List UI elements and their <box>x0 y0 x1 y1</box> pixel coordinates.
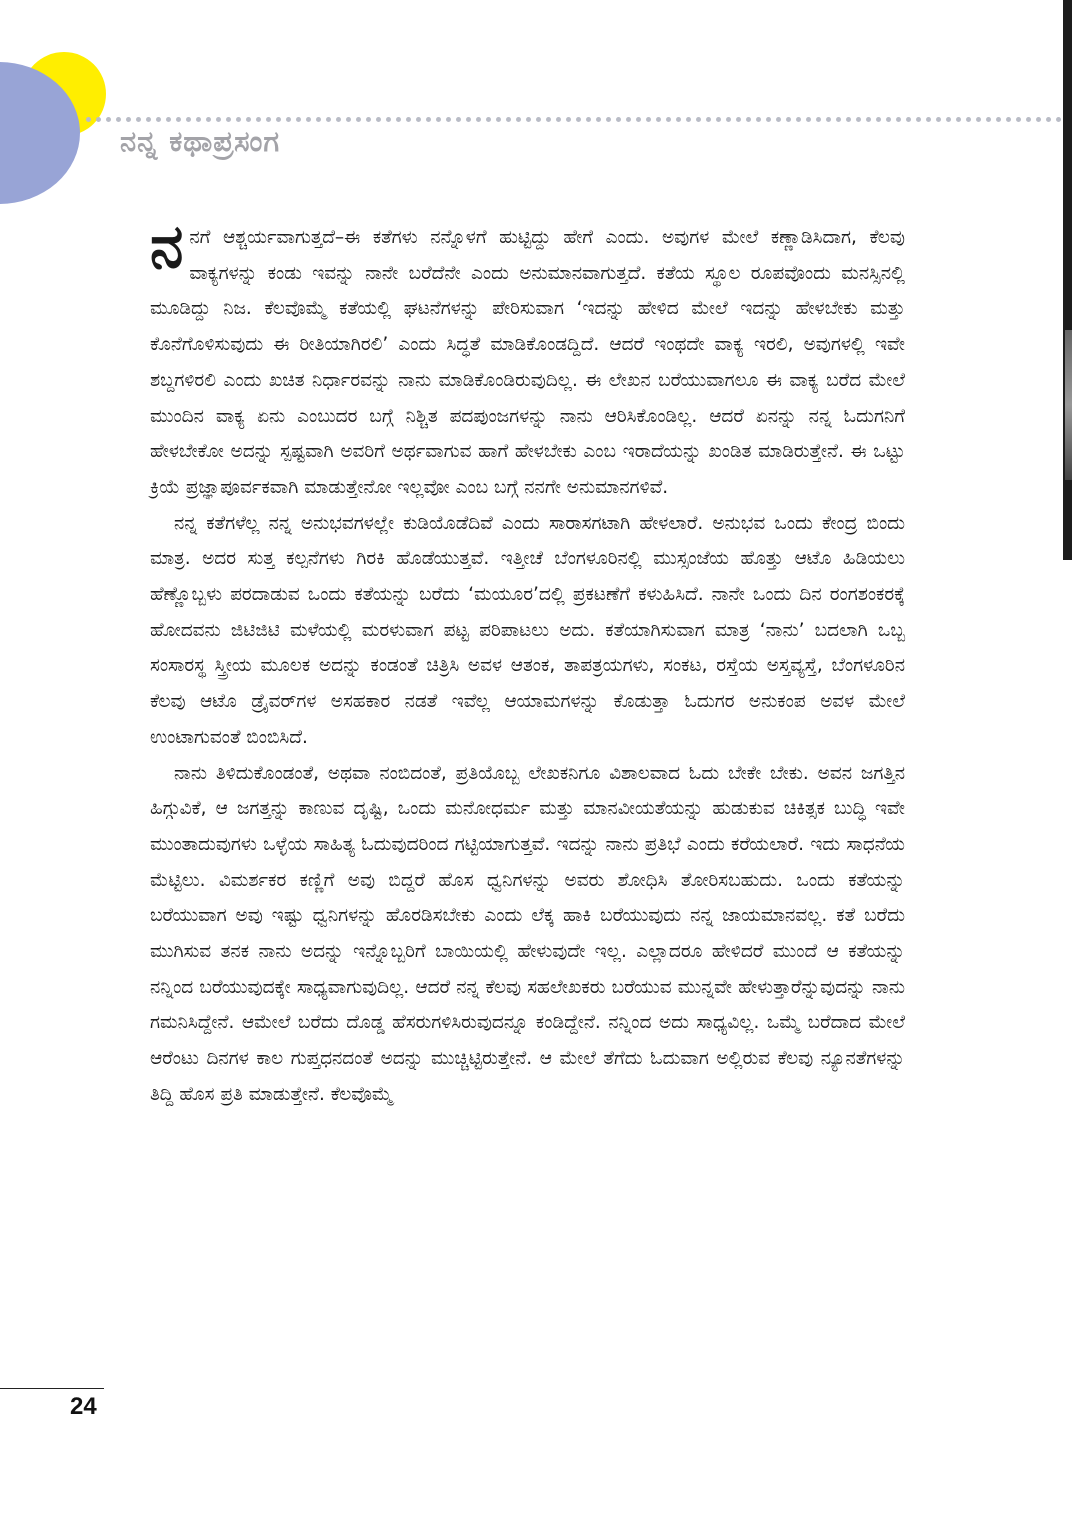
page-number: 24 <box>70 1393 97 1420</box>
paragraph-2: ನನ್ನ ಕತೆಗಳೆಲ್ಲ ನನ್ನ ಅನುಭವಗಳಲ್ಲೇ ಕುಡಿಯೊಡೆದಿವೆ ಎಂದು ಸಾರಾಸಗಟಾಗಿ ಹೇಳಲಾರೆ. ಅನುಭವ ಒಂದು ಕೇಂದ್ರ ಬಿಂದು ಮಾತ್ರ. ಅದರ ಸುತ್ತ ಕಲ್ಪನೆಗಳು ಗಿರಕಿ ಹೊಡೆಯುತ್ತವೆ. ಇತ್ತೀಚೆ ಬೆಂಗಳೂರಿನಲ್ಲಿ ಮುಸ್ಸಂಜೆಯ ಹೊತ್ತು ಆಟೊ ಹಿಡಿಯಲು ಹೆಣ್ಣೊಬ್ಬಳು ಪರದಾಡುವ ಒಂದು ಕತೆಯನ್ನು ಬರೆದು ‘ಮಯೂರ’ದಲ್ಲಿ ಪ್ರಕಟಣೆಗೆ ಕಳುಹಿಸಿದೆ. ನಾನೇ ಒಂದು ದಿನ ರಂಗಶಂಕರಕ್ಕೆ ಹೋದವನು ಜಿಟಿಜಿಟಿ ಮಳೆಯಲ್ಲಿ ಮರಳುವಾಗ ಪಟ್ಟ ಪರಿಪಾಟಲು ಅದು. ಕತೆಯಾಗಿಸುವಾಗ ಮಾತ್ರ ‘ನಾನು’ ಬದಲಾಗಿ ಒಬ್ಬ ಸಂಸಾರಸ್ಥ ಸ್ತ್ರೀಯ ಮೂಲಕ ಅದನ್ನು ಕಂಡಂತೆ ಚಿತ್ರಿಸಿ ಅವಳ ಆತಂಕ, ತಾಪತ್ರಯಗಳು, ಸಂಕಟ, ರಸ್ತೆಯ ಅಸ್ತವ್ಯಸ್ತೆ, ಬೆಂಗಳೂರಿನ ಕೆಲವು ಆಟೊ ಡ್ರೈವರ್‌ಗಳ ಅಸಹಕಾರ ನಡತೆ ಇವೆಲ್ಲ ಆಯಾಮಗಳನ್ನು ಕೊಡುತ್ತಾ ಓದುಗರ ಅನುಕಂಪ ಅವಳ ಮೇಲೆ ಉಂಟಾಗುವಂತೆ ಬಿಂಬಿಸಿದೆ. <box>150 512 905 748</box>
paragraph-3: ನಾನು ತಿಳಿದುಕೊಂಡಂತೆ, ಅಥವಾ ನಂಬಿದಂತೆ, ಪ್ರತಿಯೊಬ್ಬ ಲೇಖಕನಿಗೂ ವಿಶಾಲವಾದ ಓದು ಬೇಕೇ ಬೇಕು. ಅವನ ಜಗತ್ತಿನ ಹಿಗ್ಗುವಿಕೆ, ಆ ಜಗತ್ತನ್ನು ಕಾಣುವ ದೃಷ್ಟಿ, ಒಂದು ಮನೋಧರ್ಮ ಮತ್ತು ಮಾನವೀಯತೆಯನ್ನು ಹುಡುಕುವ ಚಿಕಿತ್ಸಕ ಬುದ್ಧಿ ಇವೇ ಮುಂತಾದುವುಗಳು ಒಳ್ಳೆಯ ಸಾಹಿತ್ಯ ಓದುವುದರಿಂದ ಗಟ್ಟಿಯಾಗುತ್ತವೆ. ಇದನ್ನು ನಾನು ಪ್ರತಿಭೆ ಎಂದು ಕರೆಯಲಾರೆ. ಇದು ಸಾಧನೆಯ ಮೆಟ್ಟಿಲು. ವಿಮರ್ಶಕರ ಕಣ್ಣಿಗೆ ಅವು ಬಿದ್ದರೆ ಹೊಸ ಧ್ವನಿಗಳನ್ನು ಅವರು ಶೋಧಿಸಿ ತೋರಿಸಬಹುದು. ಒಂದು ಕತೆಯನ್ನು ಬರೆಯುವಾಗ ಅವು ಇಷ್ಟು ಧ್ವನಿಗಳನ್ನು ಹೊರಡಿಸಬೇಕು ಎಂದು ಲೆಕ್ಕ ಹಾಕಿ ಬರೆಯುವುದು ನನ್ನ ಜಾಯಮಾನವಲ್ಲ. ಕತೆ ಬರೆದು ಮುಗಿಸುವ ತನಕ ನಾನು ಅದನ್ನು ಇನ್ನೊಬ್ಬರಿಗೆ ಬಾಯಿಯಲ್ಲಿ ಹೇಳುವುದೇ ಇಲ್ಲ. ಎಲ್ಲಾದರೂ ಹೇಳಿದರೆ ಮುಂದೆ ಆ ಕತೆಯನ್ನು ನನ್ನಿಂದ ಬರೆಯುವುದಕ್ಕೇ ಸಾಧ್ಯವಾಗುವುದಿಲ್ಲ. ಆದರೆ ನನ್ನ ಕೆಲವು ಸಹಲೇಖಕರು ಬರೆಯುವ ಮುನ್ನವೇ ಹೇಳುತ್ತಾರೆನ್ನುವುದನ್ನು ನಾನು ಗಮನಿಸಿದ್ದೇನೆ. ಆಮೇಲೆ ಬರೆದು ದೊಡ್ಡ ಹೆಸರುಗಳಿಸಿರುವುದನ್ನೂ ಕಂಡಿದ್ದೇನೆ. ನನ್ನಿಂದ ಅದು ಸಾಧ್ಯವಿಲ್ಲ. ಒಮ್ಮೆ ಬರೆದಾದ ಮೇಲೆ ಆರೆಂಟು ದಿನಗಳ ಕಾಲ ಗುಪ್ತಧನದಂತೆ ಅದನ್ನು ಮುಚ್ಚಿಟ್ಟಿರುತ್ತೇನೆ. ಆ ಮೇಲೆ ತೆಗೆದು ಓದುವಾಗ ಅಲ್ಲಿರುವ ಕೆಲವು ನ್ಯೂನತೆಗಳನ್ನು ತಿದ್ದಿ ಹೊಸ ಪ್ರತಿ ಮಾಡುತ್ತೇನೆ. ಕೆಲವೊಮ್ಮೆ <box>150 762 905 1105</box>
header-dotted-rule <box>86 117 1072 122</box>
paragraph-1 <box>150 212 905 506</box>
section-title: ನನ್ನ ಕಥಾಪ್ರಸಂಗ <box>120 124 281 158</box>
paragraph-1-text: ನಗೆ ಆಶ್ಚರ್ಯವಾಗುತ್ತದೆ–ಈ ಕತೆಗಳು ನನ್ನೊಳಗೆ ಹುಟ್ಟಿದ್ದು ಹೇಗೆ ಎಂದು. ಅವುಗಳ ಮೇಲೆ ಕಣ್ಣಾಡಿಸಿದಾಗ, ಕೆಲವು ವಾಕ್ಯಗಳನ್ನು ಕಂಡು ಇವನ್ನು ನಾನೇ ಬರೆದೆನೇ ಎಂದು ಅನುಮಾನವಾಗುತ್ತದೆ. ಕತೆಯ ಸ್ಥೂಲ ರೂಪವೊಂದು ಮನಸ್ಸಿನಲ್ಲಿ ಮೂಡಿದ್ದು ನಿಜ. ಕೆಲವೊಮ್ಮೆ ಕತೆಯಲ್ಲಿ ಘಟನೆಗಳನ್ನು ಪೇರಿಸುವಾಗ ‘ಇದನ್ನು ಹೇಳಿದ ಮೇಲೆ ಇದನ್ನು ಹೇಳಬೇಕು ಮತ್ತು ಕೊನೆಗೊಳಿಸುವುದು ಈ ರೀತಿಯಾಗಿರಲಿ’ ಎಂದು ಸಿದ್ಧತೆ ಮಾಡಿಕೊಂಡದ್ದಿದೆ. ಆದರೆ ಇಂಥದೇ ವಾಕ್ಯ ಇರಲಿ, ಅವುಗಳಲ್ಲಿ ಇವೇ ಶಬ್ದಗಳಿರಲಿ ಎಂದು ಖಚಿತ ನಿರ್ಧಾರವನ್ನು ನಾನು ಮಾಡಿಕೊಂಡಿರುವುದಿಲ್ಲ. ಈ ಲೇಖನ ಬರೆಯುವಾಗಲೂ ಈ ವಾಕ್ಯ ಬರೆದ ಮೇಲೆ ಮುಂದಿನ ವಾಕ್ಯ ಏನು ಎಂಬುದರ ಬಗ್ಗೆ ನಿಶ್ಚಿತ ಪದಪುಂಜಗಳನ್ನು ನಾನು ಆರಿಸಿಕೊಂಡಿಲ್ಲ. ಆದರೆ ಏನನ್ನು ನನ್ನ ಓದುಗನಿಗೆ ಹೇಳಬೇಕೋ ಅದನ್ನು ಸ್ಪಷ್ಟವಾಗಿ ಅವರಿಗೆ ಅರ್ಥವಾಗುವ ಹಾಗೆ ಹೇಳಬೇಕು ಎಂಬ ಇರಾದೆಯನ್ನು ಖಂಡಿತ ಮಾಡಿರುತ್ತೇನೆ. ಈ ಒಟ್ಟು ಕ್ರಿಯೆ ಪ್ರಜ್ಞಾಪೂರ್ವಕವಾಗಿ ಮಾಡುತ್ತೇನೋ ಇಲ್ಲವೋ ಎಂಬ ಬಗ್ಗೆ ನನಗೇ ಅನುಮಾನಗಳಿವೆ. <box>150 227 905 498</box>
drop-cap: ನ <box>150 212 184 282</box>
article-body <box>150 212 905 1113</box>
page-edge-image-fragment <box>1065 330 1072 480</box>
page-number-rule <box>0 1388 104 1389</box>
